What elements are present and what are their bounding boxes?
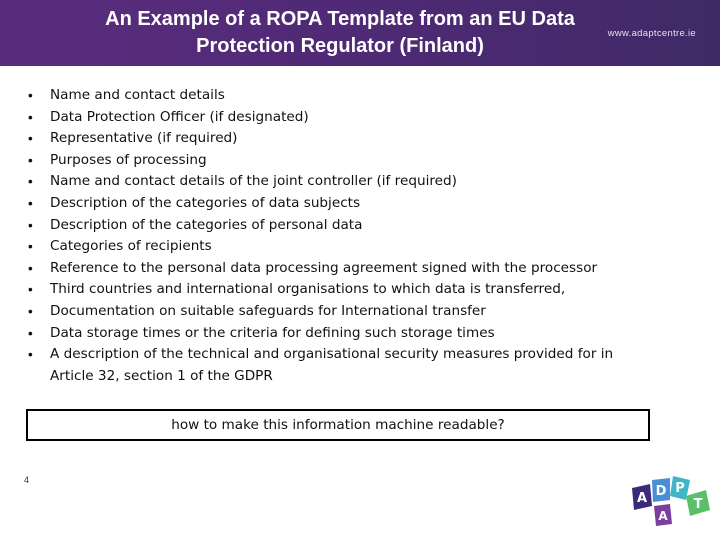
- list-item: [28, 128, 658, 150]
- list-item-text: A description of the technical and organisational security measures provided for in Article 32, section 1 of the GDPR: [50, 346, 614, 384]
- bullet-icon: •: [28, 325, 33, 341]
- list-item-text: Purposes of processing: [50, 151, 207, 168]
- list-item: [28, 85, 658, 107]
- list-item: [28, 171, 658, 193]
- list-item-text: Data storage times or the criteria for defining such storage times: [50, 324, 495, 341]
- bullet-icon: •: [28, 217, 33, 233]
- list-item: [28, 193, 658, 215]
- logo-letter-t: T: [693, 497, 703, 512]
- slide-title: [20, 6, 660, 60]
- bullet-icon: •: [28, 88, 33, 103]
- page-number: 4: [24, 475, 30, 485]
- ropa-fields-list: [28, 85, 658, 387]
- list-item-text: Representative (if required): [50, 130, 238, 147]
- list-item: [28, 344, 658, 387]
- list-item: [28, 301, 658, 323]
- list-item: [28, 236, 658, 258]
- logo-letter-d: D: [655, 484, 667, 499]
- list-item: [28, 279, 658, 301]
- adapt-logo: [620, 460, 716, 530]
- list-item: [28, 258, 658, 280]
- bullet-icon: •: [28, 347, 33, 363]
- bullet-icon: •: [28, 260, 33, 276]
- list-item-text: Reference to the personal data processing agreement signed with the processor: [50, 259, 598, 276]
- logo-letter-p: P: [675, 481, 685, 496]
- slide-title-line-2: Protection Regulator (Finland): [196, 35, 484, 57]
- bullet-icon: •: [28, 131, 33, 147]
- bullet-icon: •: [28, 109, 33, 125]
- list-item-text: Data Protection Officer (if designated): [50, 108, 309, 125]
- list-item-text: Name and contact details of the joint controller (if required): [50, 173, 457, 190]
- logo-letter-a2: A: [658, 509, 668, 523]
- list-item: [28, 107, 658, 129]
- bullet-icon: •: [28, 303, 33, 319]
- list-item: [28, 215, 658, 237]
- list-item-text: Third countries and international organisations to which data is transferred,: [50, 281, 566, 298]
- bullet-icon: •: [28, 282, 33, 298]
- website-url: www.adaptcentre.ie: [607, 28, 696, 39]
- bullet-icon: •: [28, 174, 33, 190]
- title-banner: [0, 0, 720, 66]
- list-item: [28, 323, 658, 345]
- list-item: [28, 150, 658, 172]
- bullet-icon: •: [28, 152, 33, 168]
- slide-title-line-1: An Example of a ROPA Template from an EU Data: [105, 8, 575, 30]
- bullet-icon: •: [28, 239, 33, 255]
- bullet-icon: •: [28, 195, 33, 211]
- list-item-text: Documentation on suitable safeguards for International transfer: [50, 302, 486, 319]
- list-item-text: Description of the categories of personal data: [50, 216, 363, 233]
- question-box: how to make this information machine readable?: [26, 409, 650, 441]
- list-item-text: Categories of recipients: [50, 238, 212, 255]
- logo-letter-a: A: [636, 491, 648, 506]
- list-item-text: Description of the categories of data subjects: [50, 194, 361, 211]
- list-item-text: Name and contact details: [50, 87, 225, 103]
